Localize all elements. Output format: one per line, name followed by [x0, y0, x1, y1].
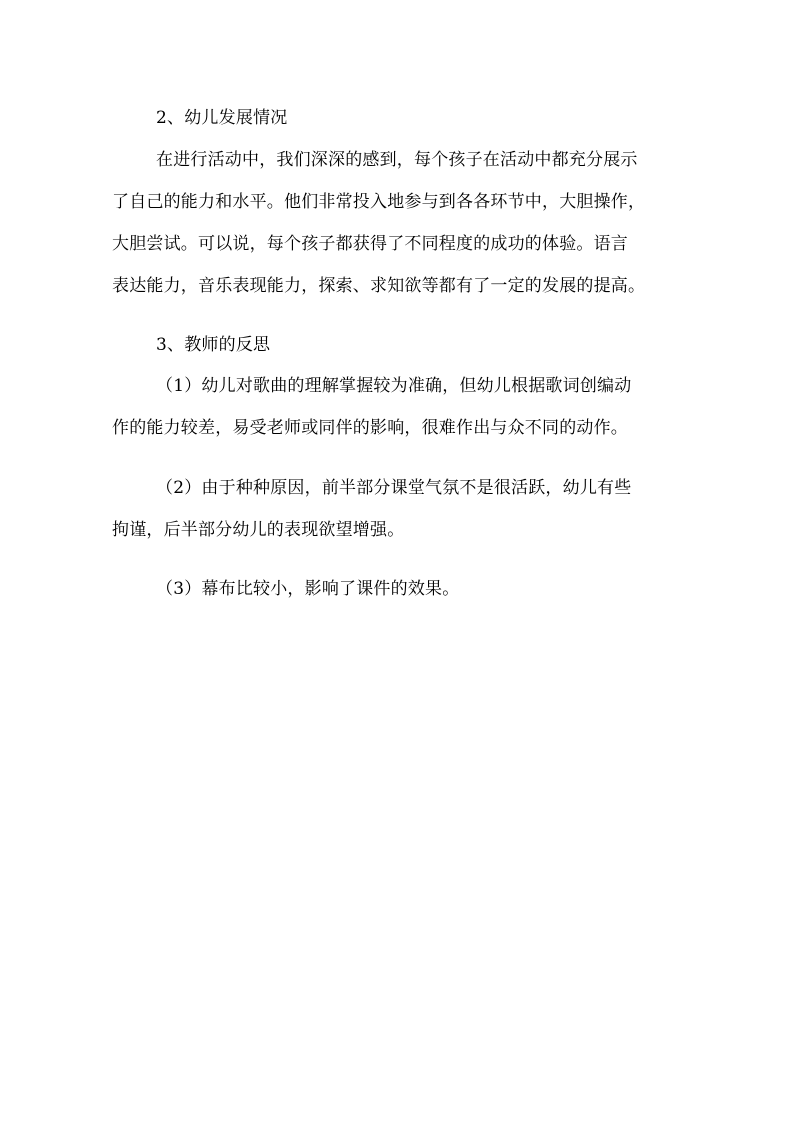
section-2-paragraph-line-1: 在进行活动中，我们深深的感到，每个孩子在活动中都充分展示 — [156, 150, 638, 170]
section-2-paragraph-line-4: 表达能力，音乐表现能力，探索、求知欲等都有了一定的发展的提高。 — [112, 276, 646, 296]
section-3-heading: 3、教师的反思 — [156, 335, 271, 355]
reflection-item-1-line-1: （1）幼儿对歌曲的理解掌握较为准确，但幼儿根据歌词创编动 — [156, 376, 632, 396]
reflection-item-2-line-1: （2）由于种种原因，前半部分课堂气氛不是很活跃，幼儿有些 — [156, 478, 632, 498]
section-2-heading: 2、幼儿发展情况 — [156, 108, 288, 128]
reflection-item-1-line-2: 作的能力较差，易受老师或同伴的影响，很难作出与众不同的动作。 — [112, 418, 628, 438]
section-2-paragraph-line-3: 大胆尝试。可以说，每个孩子都获得了不同程度的成功的体验。语言 — [112, 234, 628, 254]
reflection-item-3-line-1: （3）幕布比较小，影响了课件的效果。 — [156, 579, 460, 599]
reflection-item-2-line-2: 拘谨，后半部分幼儿的表现欲望增强。 — [112, 520, 405, 540]
section-2-paragraph-line-2: 了自己的能力和水平。他们非常投入地参与到各各环节中，大胆操作， — [112, 192, 646, 212]
